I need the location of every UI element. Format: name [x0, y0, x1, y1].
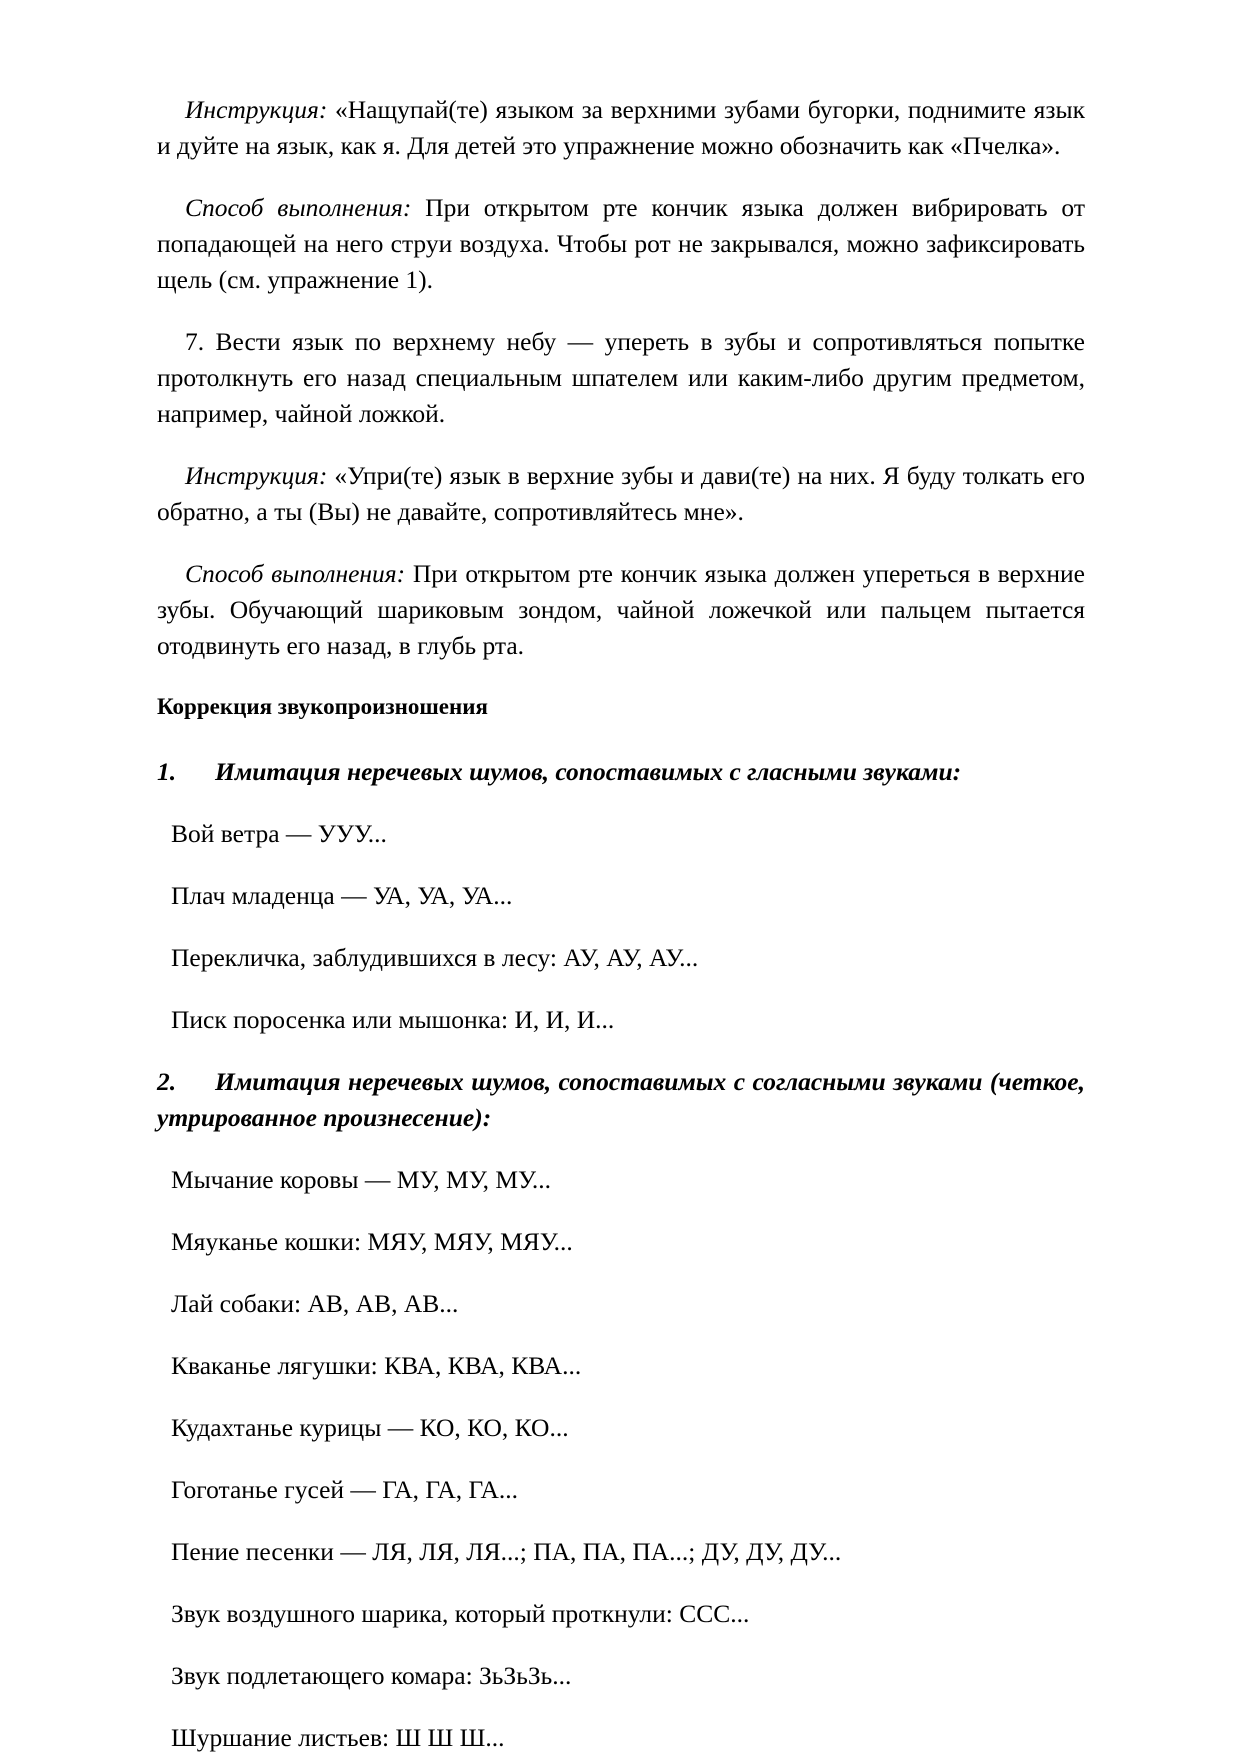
list-item: Пение песенки — ЛЯ, ЛЯ, ЛЯ...; ПА, ПА, ПА...; ДУ, ДУ, ДУ...: [171, 1537, 842, 1566]
list-item: Перекличка, заблудившихся в лесу: АУ, АУ, АУ...: [171, 943, 699, 972]
paragraph-text: При открытом рте кончик языка должен упереться в верхние зубы. Обучающий шариковым зондом, чайной ложечкой или пальцем пытается отодвинуть его назад, в глубь рта.: [157, 559, 1085, 660]
list-item: Шуршание листьев: Ш Ш Ш...: [171, 1723, 505, 1752]
paragraph-text: «Упри(те) язык в верхние зубы и дави(те) на них. Я буду толкать его обратно, а ты (Вы) не давайте, сопротивляйтесь мне».: [157, 461, 1085, 526]
list-item: Лай собаки: АВ, АВ, АВ...: [171, 1289, 459, 1318]
list-item: Плач младенца — УА, УА, УА...: [171, 881, 513, 910]
paragraph-method-2: [157, 556, 1085, 664]
list-item: Писк поросенка или мышонка: И, И, И...: [171, 1005, 615, 1034]
run-in-label-method: Способ выполнения:: [185, 559, 406, 588]
paragraph-instruction-2: [157, 458, 1085, 530]
list-item: Вой ветра — УУУ...: [171, 819, 387, 848]
document-content: [157, 92, 1085, 1754]
list-item: Звук воздушного шарика, который проткнули: ССС...: [171, 1599, 750, 1628]
paragraph-text: «Нащупай(те) языком за верхними зубами бугорки, поднимите язык и дуйте на язык, как я. Для детей это упражнение можно обозначить как «Пчелка».: [157, 95, 1085, 160]
list-item: Гоготанье гусей — ГА, ГА, ГА...: [171, 1475, 519, 1504]
numbered-item-2: [157, 1064, 1085, 1136]
run-in-label-instruction: Инструкция:: [185, 461, 328, 490]
numbered-item-number: 2.: [157, 1067, 177, 1096]
numbered-item-number: 1.: [157, 757, 177, 786]
list-item: Мычание коровы — МУ, МУ, МУ...: [171, 1165, 552, 1194]
list-item: Звук подлетающего комара: ЗьЗьЗь...: [171, 1661, 572, 1690]
paragraph-exercise-7: [157, 324, 1085, 432]
run-in-label-method: Способ выполнения:: [185, 193, 412, 222]
paragraph-text: При открытом рте кончик языка должен вибрировать от попадающей на него струи воздуха. Чтобы рот не закрывался, можно зафиксировать щель (см. упражнение 1).: [157, 193, 1085, 294]
list-item: Мяуканье кошки: МЯУ, МЯУ, МЯУ...: [171, 1227, 573, 1256]
paragraph-instruction-1: [157, 92, 1085, 164]
paragraph-text: 7. Вести язык по верхнему небу — упереть в зубы и сопротивляться попытке протолкнуть его назад специальным шпателем или каким-либо другим предметом, например, чайной ложкой.: [157, 327, 1085, 428]
numbered-item-title: Имитация неречевых шумов, сопоставимых с согласными звуками (четкое, утрированное произнесение):: [157, 1067, 1085, 1132]
numbered-item-1: [157, 754, 1085, 790]
list-item: Кудахтанье курицы — КО, КО, КО...: [171, 1413, 569, 1442]
list-item: Кваканье лягушки: КВА, КВА, КВА...: [171, 1351, 582, 1380]
run-in-label-instruction: Инструкция:: [185, 95, 328, 124]
section-heading: Коррекция звукопроизношения: [157, 694, 488, 719]
paragraph-method-1: [157, 190, 1085, 298]
numbered-item-title: Имитация неречевых шумов, сопоставимых с гласными звуками:: [215, 757, 962, 786]
